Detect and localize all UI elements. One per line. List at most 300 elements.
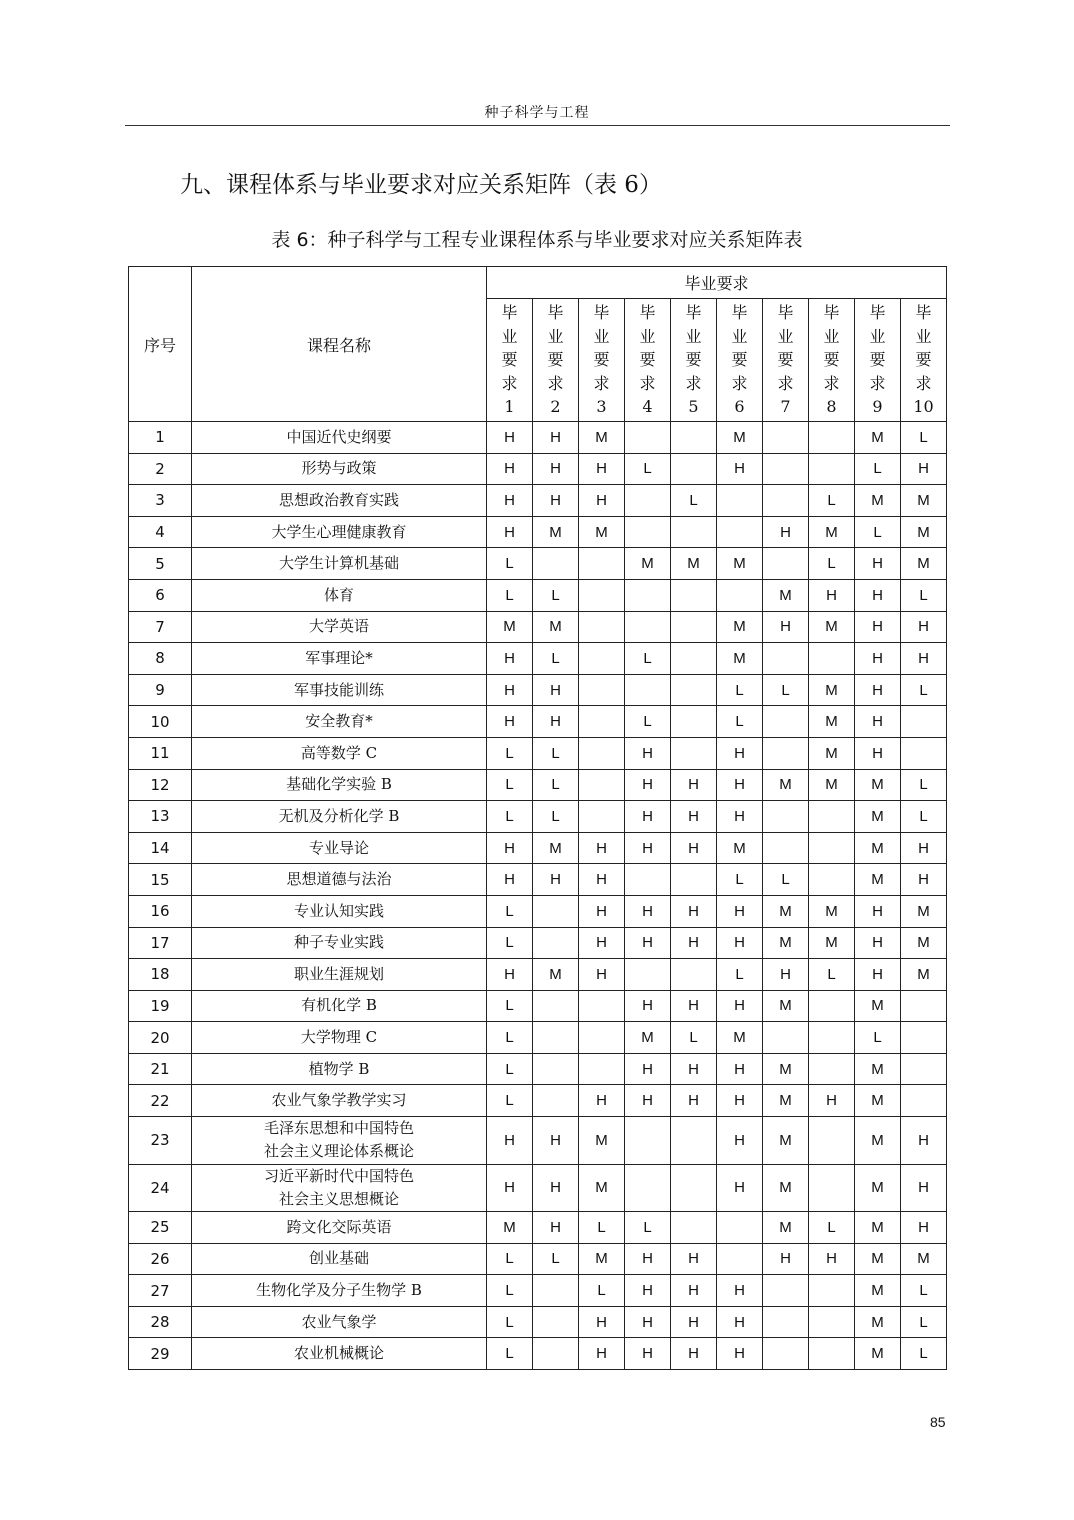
- requirement-level-cell: [579, 643, 625, 675]
- table-row: [129, 737, 947, 769]
- course-name: [192, 611, 487, 643]
- requirement-level-cell: [533, 1085, 579, 1117]
- table-row: [129, 516, 947, 548]
- course-name-line: 高等数学 C: [300, 743, 378, 762]
- requirement-level-cell: H: [625, 1338, 671, 1370]
- table-row: [129, 927, 947, 959]
- requirement-level-cell: M: [901, 548, 947, 580]
- requirement-level-cell: M: [763, 1085, 809, 1117]
- requirement-level-cell: H: [671, 927, 717, 959]
- requirement-level-cell: L: [487, 1275, 533, 1307]
- requirement-level-cell: L: [487, 927, 533, 959]
- header-graduation-requirements: 毕业要求: [487, 267, 947, 299]
- header-requirement-char: 要: [731, 350, 748, 370]
- row-number: 27: [129, 1275, 192, 1307]
- requirement-level-cell: H: [763, 1243, 809, 1275]
- requirement-level-cell: [579, 1053, 625, 1085]
- header-no: 序号: [129, 267, 192, 422]
- course-name-line: 社会主义理论体系概论: [263, 1142, 414, 1161]
- requirement-level-cell: H: [625, 895, 671, 927]
- requirement-level-cell: M: [763, 1164, 809, 1212]
- header-requirement-char: 业: [915, 326, 932, 346]
- requirement-level-cell: M: [855, 1117, 901, 1165]
- requirement-level-cell: [763, 1306, 809, 1338]
- requirement-level-cell: M: [809, 927, 855, 959]
- requirement-level-cell: [763, 1022, 809, 1054]
- course-name-line: 大学英语: [308, 617, 369, 636]
- requirement-level-cell: L: [625, 453, 671, 485]
- header-requirement-char: 毕: [731, 303, 748, 323]
- requirement-level-cell: M: [763, 1117, 809, 1165]
- requirement-level-cell: M: [809, 674, 855, 706]
- requirement-level-cell: [671, 1164, 717, 1212]
- requirement-level-cell: M: [809, 706, 855, 738]
- course-name: [192, 990, 487, 1022]
- requirement-level-cell: [901, 706, 947, 738]
- header-requirement-char: 业: [593, 326, 610, 346]
- requirement-level-cell: H: [717, 1338, 763, 1370]
- requirement-level-cell: M: [855, 1306, 901, 1338]
- header-requirement: [487, 299, 533, 422]
- requirement-level-cell: H: [717, 895, 763, 927]
- requirement-level-cell: M: [625, 548, 671, 580]
- requirement-level-cell: M: [717, 422, 763, 454]
- requirement-level-cell: H: [809, 1243, 855, 1275]
- requirement-level-cell: L: [763, 864, 809, 896]
- requirement-level-cell: H: [625, 1243, 671, 1275]
- requirement-level-cell: [671, 674, 717, 706]
- header-requirement-char: 要: [823, 350, 840, 370]
- requirement-level-cell: [901, 1053, 947, 1085]
- row-number: 14: [129, 832, 192, 864]
- requirement-level-cell: H: [855, 895, 901, 927]
- requirement-level-cell: H: [625, 769, 671, 801]
- requirement-level-cell: L: [487, 1243, 533, 1275]
- requirement-level-cell: H: [579, 832, 625, 864]
- requirement-level-cell: H: [855, 959, 901, 991]
- requirement-level-cell: M: [579, 1243, 625, 1275]
- row-number: 16: [129, 895, 192, 927]
- requirement-level-cell: L: [533, 769, 579, 801]
- row-number: 25: [129, 1212, 192, 1244]
- requirement-level-cell: [625, 864, 671, 896]
- requirement-level-cell: L: [579, 1275, 625, 1307]
- requirement-level-cell: [579, 737, 625, 769]
- requirement-level-cell: L: [901, 801, 947, 833]
- table-row: [129, 895, 947, 927]
- requirement-level-cell: M: [579, 516, 625, 548]
- table-row: [129, 1338, 947, 1370]
- requirement-level-cell: [809, 864, 855, 896]
- requirement-level-cell: L: [901, 769, 947, 801]
- requirement-level-cell: [671, 611, 717, 643]
- requirement-level-cell: M: [487, 611, 533, 643]
- requirement-level-cell: [763, 453, 809, 485]
- header-requirement: [763, 299, 809, 422]
- course-name-line: 专业导论: [308, 838, 369, 857]
- requirement-level-cell: [625, 611, 671, 643]
- header-requirement-char: 10: [913, 397, 934, 417]
- table-row: [129, 453, 947, 485]
- row-number: 10: [129, 706, 192, 738]
- requirement-level-cell: [901, 1085, 947, 1117]
- requirement-level-cell: H: [717, 453, 763, 485]
- course-name: [192, 1212, 487, 1244]
- requirement-level-cell: [763, 706, 809, 738]
- requirement-level-cell: L: [901, 1306, 947, 1338]
- course-name: [192, 706, 487, 738]
- row-number: 18: [129, 959, 192, 991]
- course-name-line: 军事理论*: [305, 648, 373, 667]
- row-number: 24: [129, 1164, 192, 1212]
- requirement-level-cell: H: [487, 674, 533, 706]
- requirement-level-cell: H: [901, 611, 947, 643]
- course-name-line: 专业认知实践: [293, 901, 384, 920]
- requirement-level-cell: M: [763, 579, 809, 611]
- header-requirement-char: 8: [826, 397, 837, 417]
- table-row: [129, 832, 947, 864]
- course-name: [192, 1117, 487, 1165]
- requirement-level-cell: [533, 990, 579, 1022]
- header-requirement-char: 毕: [777, 303, 794, 323]
- header-requirement-char: 毕: [685, 303, 702, 323]
- requirement-level-cell: [625, 485, 671, 517]
- requirement-level-cell: [579, 769, 625, 801]
- requirement-level-cell: L: [533, 1243, 579, 1275]
- requirement-level-cell: H: [671, 1085, 717, 1117]
- requirement-level-cell: H: [901, 1117, 947, 1165]
- requirement-level-cell: H: [625, 1306, 671, 1338]
- requirement-level-cell: M: [717, 548, 763, 580]
- requirement-level-cell: L: [717, 674, 763, 706]
- table-row: [129, 643, 947, 675]
- requirement-level-cell: [533, 1275, 579, 1307]
- row-number: 23: [129, 1117, 192, 1165]
- requirement-level-cell: L: [625, 643, 671, 675]
- table-row: [129, 801, 947, 833]
- row-number: 19: [129, 990, 192, 1022]
- course-name: [192, 959, 487, 991]
- course-name-line: 跨文化交际英语: [286, 1217, 392, 1236]
- header-requirement-char: 要: [777, 350, 794, 370]
- course-name-line: 军事技能训练: [293, 680, 384, 699]
- course-name-line: 农业机械概论: [293, 1344, 384, 1363]
- requirement-level-cell: M: [533, 611, 579, 643]
- course-name-line: 大学物理 C: [300, 1028, 378, 1047]
- header-requirement-char: 求: [501, 373, 518, 393]
- requirement-level-cell: [763, 1338, 809, 1370]
- course-name-line: 植物学 B: [308, 1059, 370, 1078]
- course-name-line: 社会主义思想概论: [278, 1189, 399, 1208]
- header-requirement-char: 求: [777, 373, 794, 393]
- course-name: [192, 1275, 487, 1307]
- row-number: 15: [129, 864, 192, 896]
- requirement-level-cell: H: [533, 864, 579, 896]
- requirement-level-cell: H: [579, 959, 625, 991]
- course-name-line: 职业生涯规划: [293, 964, 384, 983]
- table-row: [129, 1164, 947, 1212]
- requirement-level-cell: M: [763, 769, 809, 801]
- header-requirement-char: 业: [731, 326, 748, 346]
- requirement-level-cell: [533, 1306, 579, 1338]
- requirement-level-cell: H: [487, 1164, 533, 1212]
- requirement-level-cell: L: [901, 422, 947, 454]
- header-requirement: [717, 299, 763, 422]
- course-name: [192, 643, 487, 675]
- requirement-level-cell: H: [763, 516, 809, 548]
- requirement-level-cell: [625, 1164, 671, 1212]
- header-requirement-char: 毕: [869, 303, 886, 323]
- requirement-level-cell: M: [763, 927, 809, 959]
- requirement-level-cell: H: [901, 864, 947, 896]
- requirement-level-cell: H: [487, 959, 533, 991]
- requirement-level-cell: H: [855, 737, 901, 769]
- course-name-line: 种子专业实践: [293, 933, 384, 952]
- course-name-line: 习近平新时代中国特色: [263, 1166, 414, 1185]
- requirement-level-cell: L: [487, 801, 533, 833]
- row-number: 2: [129, 453, 192, 485]
- requirement-level-cell: [533, 1053, 579, 1085]
- course-name: [192, 895, 487, 927]
- requirement-level-cell: H: [763, 611, 809, 643]
- requirement-level-cell: [809, 1022, 855, 1054]
- requirement-level-cell: H: [855, 674, 901, 706]
- row-number: 20: [129, 1022, 192, 1054]
- table-row: [129, 1117, 947, 1165]
- requirement-level-cell: [763, 832, 809, 864]
- row-number: 4: [129, 516, 192, 548]
- requirement-level-cell: M: [901, 516, 947, 548]
- requirement-level-cell: H: [855, 643, 901, 675]
- requirement-level-cell: M: [855, 1085, 901, 1117]
- requirement-level-cell: L: [625, 706, 671, 738]
- course-name-line: 中国近代史纲要: [286, 427, 392, 446]
- requirement-level-cell: M: [855, 1338, 901, 1370]
- requirement-level-cell: L: [901, 1338, 947, 1370]
- requirement-level-cell: [763, 737, 809, 769]
- requirement-level-cell: H: [855, 548, 901, 580]
- table-row: [129, 548, 947, 580]
- requirement-level-cell: M: [855, 422, 901, 454]
- course-name-line: 有机化学 B: [301, 996, 377, 1015]
- requirement-level-cell: [901, 737, 947, 769]
- requirement-level-cell: M: [855, 1164, 901, 1212]
- requirement-level-cell: M: [901, 959, 947, 991]
- requirement-level-cell: L: [901, 674, 947, 706]
- requirement-level-cell: H: [533, 706, 579, 738]
- requirement-level-cell: H: [487, 422, 533, 454]
- header-requirement-char: 业: [547, 326, 564, 346]
- table-row: [129, 706, 947, 738]
- page-number: 85: [930, 1414, 946, 1430]
- requirement-level-cell: H: [855, 579, 901, 611]
- header-requirement-char: 毕: [547, 303, 564, 323]
- requirement-level-cell: M: [625, 1022, 671, 1054]
- table-row: [129, 1022, 947, 1054]
- header-requirement-char: 求: [823, 373, 840, 393]
- requirement-level-cell: L: [487, 1085, 533, 1117]
- course-name-line: 大学生计算机基础: [278, 554, 399, 573]
- requirement-level-cell: H: [901, 453, 947, 485]
- table-row: [129, 422, 947, 454]
- requirement-level-cell: H: [671, 1275, 717, 1307]
- requirement-level-cell: M: [809, 737, 855, 769]
- requirement-level-cell: L: [717, 706, 763, 738]
- requirement-level-cell: H: [717, 737, 763, 769]
- requirement-level-cell: H: [487, 706, 533, 738]
- header-requirement-char: 毕: [823, 303, 840, 323]
- course-name-line: 农业气象学: [301, 1312, 377, 1331]
- requirement-level-cell: [809, 643, 855, 675]
- requirement-level-cell: H: [901, 1212, 947, 1244]
- header-requirement-char: 求: [915, 373, 932, 393]
- requirement-level-cell: M: [533, 959, 579, 991]
- requirement-level-cell: H: [533, 674, 579, 706]
- requirement-level-cell: M: [717, 1022, 763, 1054]
- requirement-level-cell: L: [533, 801, 579, 833]
- requirement-level-cell: H: [487, 643, 533, 675]
- header-requirement-char: 求: [547, 373, 564, 393]
- header-rule: [125, 125, 950, 126]
- requirement-level-cell: H: [717, 990, 763, 1022]
- course-name-line: 基础化学实验 B: [286, 775, 392, 794]
- header-requirement-char: 求: [869, 373, 886, 393]
- table-row: [129, 1306, 947, 1338]
- requirement-level-cell: [763, 643, 809, 675]
- requirement-level-cell: L: [487, 1306, 533, 1338]
- requirement-level-cell: H: [579, 1338, 625, 1370]
- requirement-level-cell: H: [625, 990, 671, 1022]
- section-title: 九、课程体系与毕业要求对应关系矩阵（表 6）: [180, 172, 662, 198]
- requirement-level-cell: L: [855, 1022, 901, 1054]
- header-requirement-char: 业: [501, 326, 518, 346]
- requirement-level-cell: [763, 485, 809, 517]
- requirement-level-cell: H: [671, 832, 717, 864]
- requirement-level-cell: H: [625, 737, 671, 769]
- requirement-level-cell: H: [625, 1085, 671, 1117]
- requirement-level-cell: [809, 801, 855, 833]
- header-requirement-char: 要: [593, 350, 610, 370]
- header-requirement-char: 3: [596, 397, 607, 417]
- row-number: 5: [129, 548, 192, 580]
- requirement-level-cell: [671, 864, 717, 896]
- requirement-level-cell: M: [809, 769, 855, 801]
- table-caption: 表 6：种子科学与工程专业课程体系与毕业要求对应关系矩阵表: [271, 229, 803, 251]
- course-name: [192, 1022, 487, 1054]
- requirement-level-cell: H: [671, 801, 717, 833]
- header-requirement-char: 求: [685, 373, 702, 393]
- requirement-level-cell: H: [671, 1306, 717, 1338]
- requirement-level-cell: [579, 801, 625, 833]
- requirement-level-cell: M: [901, 1243, 947, 1275]
- row-number: 11: [129, 737, 192, 769]
- requirement-level-cell: [579, 611, 625, 643]
- header-requirement-char: 业: [777, 326, 794, 346]
- requirement-level-cell: M: [579, 1164, 625, 1212]
- course-name: [192, 801, 487, 833]
- requirement-level-cell: H: [855, 927, 901, 959]
- header-requirement: [855, 299, 901, 422]
- header-requirement: [533, 299, 579, 422]
- requirement-level-cell: M: [901, 895, 947, 927]
- requirement-level-cell: H: [901, 643, 947, 675]
- requirement-level-cell: H: [855, 611, 901, 643]
- row-number: 3: [129, 485, 192, 517]
- course-name-line: 思想道德与法治: [286, 870, 392, 889]
- requirement-level-cell: [671, 1117, 717, 1165]
- requirement-level-cell: L: [533, 579, 579, 611]
- header-requirement-char: 业: [869, 326, 886, 346]
- requirement-level-cell: [809, 1338, 855, 1370]
- requirement-level-cell: H: [717, 801, 763, 833]
- header-requirement: [809, 299, 855, 422]
- requirement-level-cell: H: [809, 579, 855, 611]
- requirement-level-cell: L: [901, 579, 947, 611]
- header-requirement-char: 要: [501, 350, 518, 370]
- requirement-level-cell: [717, 579, 763, 611]
- requirement-level-cell: [579, 548, 625, 580]
- requirement-level-cell: H: [625, 1275, 671, 1307]
- requirement-level-cell: M: [717, 643, 763, 675]
- row-number: 12: [129, 769, 192, 801]
- row-number: 8: [129, 643, 192, 675]
- requirement-level-cell: M: [533, 516, 579, 548]
- requirement-level-cell: H: [487, 864, 533, 896]
- table-row: [129, 579, 947, 611]
- requirement-level-cell: H: [763, 959, 809, 991]
- requirement-level-cell: H: [579, 1085, 625, 1117]
- header-requirement: [901, 299, 947, 422]
- course-name: [192, 737, 487, 769]
- requirement-level-cell: [579, 990, 625, 1022]
- requirement-level-cell: H: [487, 832, 533, 864]
- table-row: [129, 674, 947, 706]
- requirement-level-cell: [809, 990, 855, 1022]
- course-name: [192, 516, 487, 548]
- requirement-level-cell: H: [487, 485, 533, 517]
- requirement-level-cell: M: [717, 611, 763, 643]
- header-requirement-char: 毕: [915, 303, 932, 323]
- row-number: 29: [129, 1338, 192, 1370]
- requirement-level-cell: H: [717, 769, 763, 801]
- requirement-level-cell: H: [717, 1275, 763, 1307]
- row-number: 6: [129, 579, 192, 611]
- course-name: [192, 1243, 487, 1275]
- requirement-level-cell: [809, 422, 855, 454]
- header-requirement-char: 要: [639, 350, 656, 370]
- requirement-level-cell: H: [625, 1053, 671, 1085]
- row-number: 17: [129, 927, 192, 959]
- requirement-level-cell: H: [901, 1164, 947, 1212]
- course-name-line: 农业气象学教学实习: [271, 1091, 407, 1110]
- requirement-level-cell: [579, 706, 625, 738]
- requirement-level-cell: M: [763, 1212, 809, 1244]
- header-requirement-char: 业: [823, 326, 840, 346]
- requirement-level-cell: [625, 1117, 671, 1165]
- requirement-level-cell: L: [533, 643, 579, 675]
- requirement-level-cell: M: [809, 516, 855, 548]
- course-name: [192, 579, 487, 611]
- requirement-level-cell: M: [763, 1053, 809, 1085]
- requirement-level-cell: [763, 1275, 809, 1307]
- course-name: [192, 674, 487, 706]
- requirement-level-cell: M: [855, 864, 901, 896]
- row-number: 21: [129, 1053, 192, 1085]
- requirement-level-cell: H: [809, 1085, 855, 1117]
- requirement-level-cell: L: [487, 895, 533, 927]
- header-requirement: [625, 299, 671, 422]
- requirement-level-cell: H: [579, 864, 625, 896]
